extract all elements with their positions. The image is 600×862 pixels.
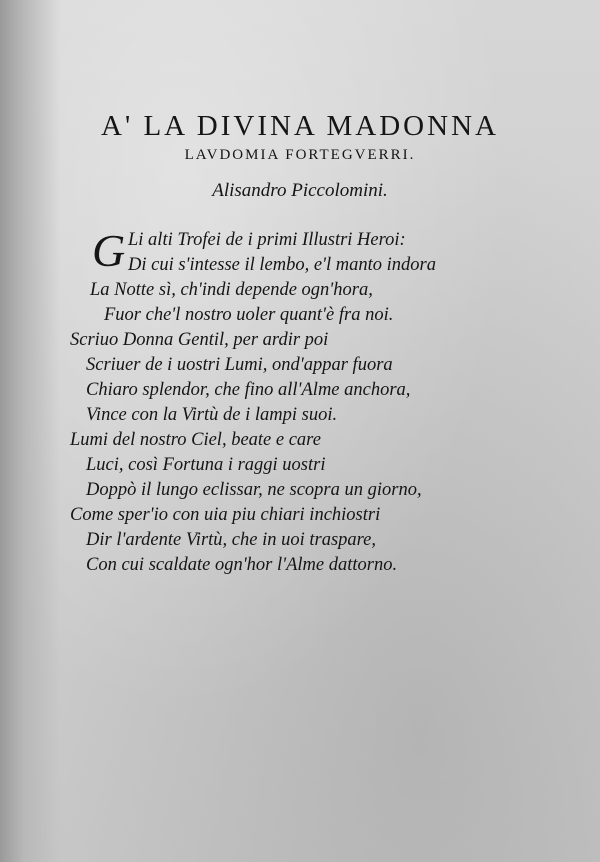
poem-line: Dir l'ardente Virtù, che in uoi traspare,: [86, 530, 376, 550]
author-name: Alisandro Piccolomini.: [212, 180, 388, 201]
poem-line: Li alti Trofei de i primi Illustri Heroi:: [128, 230, 406, 250]
poem-line: Con cui scaldate ogn'hor l'Alme dattorno.: [86, 555, 398, 575]
poem-line: Doppò il lungo eclissar, ne scopra un giorno,: [86, 480, 422, 500]
drop-cap: G: [92, 225, 126, 276]
poem-line: Come sper'io con uia piu chiari inchiostri: [70, 505, 381, 525]
poem-line: Vince con la Virtù de i lampi suoi.: [86, 405, 338, 425]
poem-line: Luci, così Fortuna i raggi uostri: [86, 455, 326, 475]
poem-line: Lumi del nostro Ciel, beate e care: [70, 430, 321, 450]
bleed-through-text: [150, 44, 480, 104]
dedication-heading: A' LA DIVINA MADONNA: [101, 110, 499, 142]
poem-line: Fuor che'l nostro uoler quant'è fra noi.: [104, 305, 394, 325]
poem-line: La Notte sì, ch'indi depende ogn'hora,: [90, 280, 373, 300]
poem-line: Scriuo Donna Gentil, per ardir poi: [70, 330, 329, 350]
poem-line: Scriuer de i uostri Lumi, ond'appar fuora: [86, 355, 393, 375]
poem-line: Di cui s'intesse il lembo, e'l manto indora: [128, 255, 436, 275]
poem-line: Chiaro splendor, che fino all'Alme anchora,: [86, 380, 411, 400]
dedicatee-name: LAVDOMIA FORTEGVERRI.: [184, 147, 416, 163]
